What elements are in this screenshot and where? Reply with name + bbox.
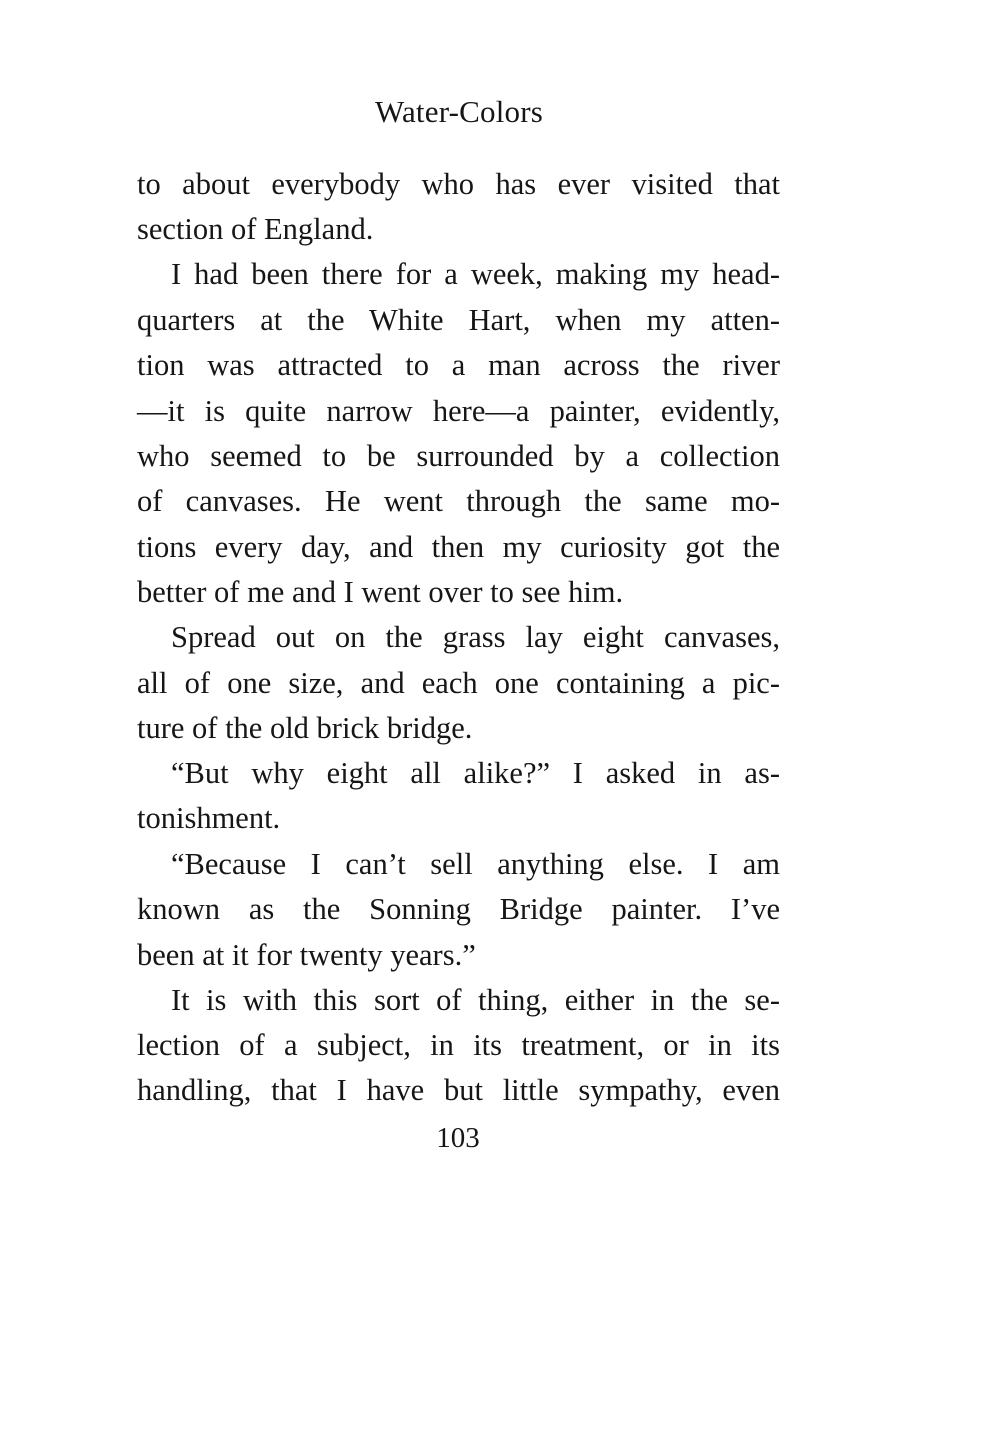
text-line-3: I had been there for a week, making my head- <box>171 257 780 291</box>
text-line-21: handling, that I have but little sympathy, even <box>137 1073 780 1107</box>
text-line-4: quarters at the White Hart, when my atten- <box>137 303 780 337</box>
text-line-17: known as the Sonning Bridge painter. I’ve <box>137 892 780 926</box>
text-line-9: tions every day, and then my curiosity got the <box>137 530 780 564</box>
text-line-20: lection of a subject, in its treatment, or in its <box>137 1028 780 1062</box>
text-line-8: of canvases. He went through the same mo- <box>137 484 780 518</box>
page-number: 103 <box>436 1122 480 1154</box>
text-line-12: all of one size, and each one containing a pic- <box>137 666 780 700</box>
text-line-18: been at it for twenty years.” <box>137 938 476 972</box>
text-line-1: to about everybody who has ever visited that <box>137 167 780 201</box>
running-head: Water-Colors <box>374 94 543 129</box>
text-line-10: better of me and I went over to see him. <box>137 575 624 609</box>
text-line-19: It is with this sort of thing, either in the se- <box>171 983 780 1017</box>
text-line-15: tonishment. <box>137 801 281 835</box>
text-line-6: —it is quite narrow here—a painter, evidently, <box>137 394 780 428</box>
text-line-13: ture of the old brick bridge. <box>137 711 473 745</box>
text-line-2: section of England. <box>137 212 374 246</box>
text-line-7: who seemed to be surrounded by a collection <box>137 439 780 473</box>
text-line-11: Spread out on the grass lay eight canvases, <box>171 620 780 654</box>
text-line-16: “Because I can’t sell anything else. I am <box>171 847 780 881</box>
text-line-5: tion was attracted to a man across the river <box>137 348 780 382</box>
text-line-14: “But why eight all alike?” I asked in as- <box>171 756 780 790</box>
